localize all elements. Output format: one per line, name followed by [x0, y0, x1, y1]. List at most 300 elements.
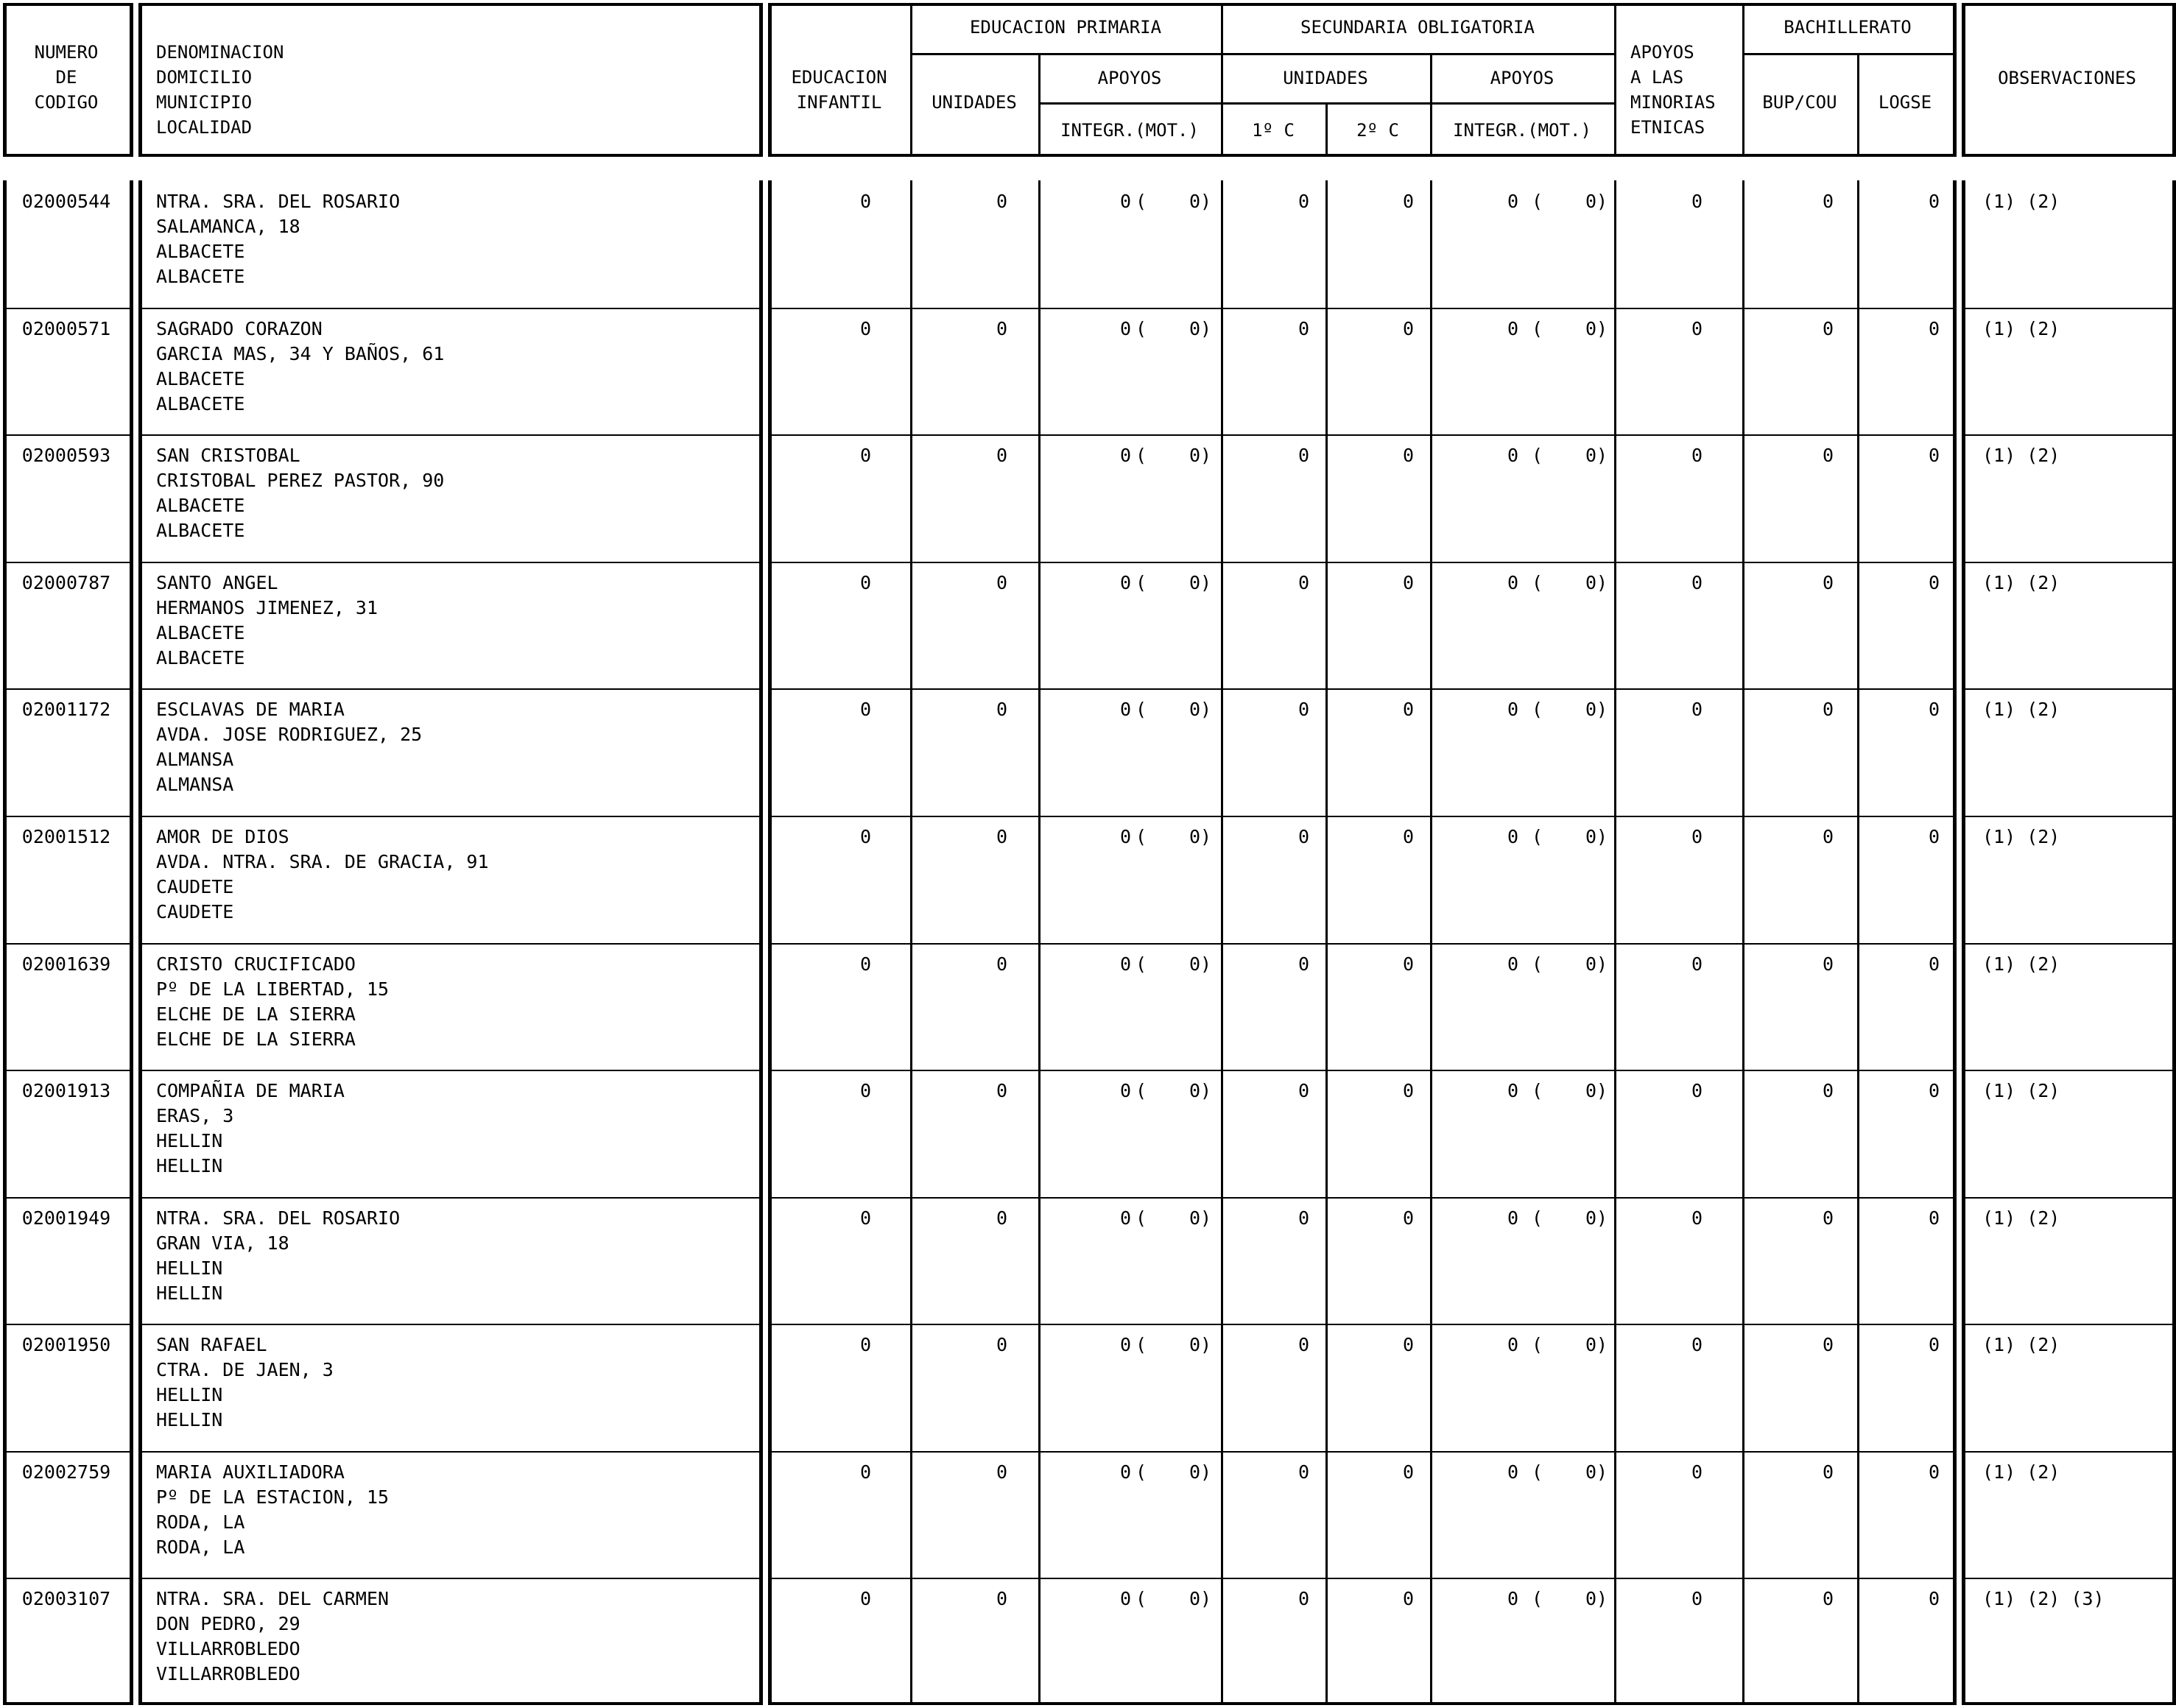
- row-secundaria-integr: 0: [1507, 1334, 1518, 1355]
- row-infantil: 0: [859, 1207, 871, 1229]
- row-rule: [768, 1197, 1957, 1199]
- paren-close: ): [1200, 1080, 1212, 1101]
- row-secundaria-mot: 0: [1585, 445, 1596, 466]
- denom-right-header-border: [759, 3, 763, 157]
- row-secundaria-integr: 0: [1507, 1461, 1518, 1483]
- row-logse: 0: [1928, 699, 1940, 720]
- paren-open: (: [1135, 572, 1147, 593]
- paren-open: (: [1532, 1334, 1543, 1355]
- row-bup-cou: 0: [1822, 1207, 1834, 1229]
- paren-close: ): [1200, 953, 1212, 975]
- row-minorias: 0: [1691, 1461, 1703, 1483]
- row-sec-2c: 0: [1402, 1207, 1414, 1229]
- row-municipio: ALBACETE: [156, 495, 245, 516]
- header-minorias-line: A LAS: [1630, 67, 1684, 88]
- header-bottom-rule: [1962, 154, 2176, 157]
- row-minorias: 0: [1691, 1207, 1703, 1229]
- data-right-header-border: [1953, 3, 1957, 157]
- row-localidad: CAUDETE: [156, 901, 234, 922]
- row-localidad: HELLIN: [156, 1409, 223, 1430]
- row-secundaria-integr: 0: [1507, 826, 1518, 847]
- row-primaria-mot: 0: [1189, 699, 1200, 720]
- header-bachillerato: BACHILLERATO: [1784, 17, 1912, 38]
- row-rule: [138, 943, 763, 945]
- row-rule: [3, 308, 133, 309]
- row-rule: [3, 1451, 133, 1453]
- row-sec-1c: 0: [1297, 826, 1309, 847]
- row-bup-cou: 0: [1822, 1461, 1834, 1483]
- row-sec-1c: 0: [1297, 445, 1309, 466]
- row-code: 02000787: [21, 572, 111, 593]
- row-denominacion: NTRA. SRA. DEL ROSARIO: [156, 1207, 401, 1229]
- row-secundaria-mot: 0: [1585, 572, 1596, 593]
- row-rule: [138, 816, 763, 817]
- row-municipio: HELLIN: [156, 1257, 223, 1279]
- row-primaria-unidades: 0: [996, 572, 1007, 593]
- paren-open: (: [1135, 1207, 1147, 1229]
- header-denominacion-line: DOMICILIO: [156, 67, 253, 88]
- paren-open: (: [1135, 953, 1147, 975]
- row-logse: 0: [1928, 1334, 1940, 1355]
- row-secundaria-mot: 0: [1585, 1461, 1596, 1483]
- row-infantil: 0: [859, 191, 871, 212]
- row-secundaria-integr: 0: [1507, 1207, 1518, 1229]
- row-sec-2c: 0: [1402, 191, 1414, 212]
- row-sec-1c: 0: [1297, 1207, 1309, 1229]
- header-denominacion-line: LOCALIDAD: [156, 117, 253, 138]
- header-bottom-rule: [3, 154, 130, 157]
- header-top-rule: [138, 3, 763, 6]
- row-infantil: 0: [859, 1080, 871, 1101]
- row-primaria-mot: 0: [1189, 445, 1200, 466]
- row-observaciones: (1) (2) (3): [1982, 1588, 2105, 1609]
- row-rule: [3, 1324, 133, 1325]
- header-sec-1c: 1º C: [1252, 120, 1295, 141]
- paren-open: (: [1532, 953, 1543, 975]
- row-code: 02000544: [21, 191, 111, 212]
- header-educacion-infantil: EDUCACION: [791, 67, 887, 88]
- row-secundaria-integr: 0: [1507, 953, 1518, 975]
- row-logse: 0: [1928, 1461, 1940, 1483]
- row-domicilio: HERMANOS JIMENEZ, 31: [156, 597, 378, 618]
- row-rule: [768, 1070, 1957, 1071]
- row-denominacion: SAGRADO CORAZON: [156, 318, 323, 339]
- row-secundaria-mot: 0: [1585, 1588, 1596, 1609]
- row-rule: [138, 1451, 763, 1453]
- header-observaciones: OBSERVACIONES: [1998, 68, 2136, 88]
- row-denominacion: MARIA AUXILIADORA: [156, 1461, 345, 1483]
- row-rule: [1962, 1197, 2176, 1199]
- row-denominacion: ESCLAVAS DE MARIA: [156, 699, 345, 720]
- row-secundaria-integr: 0: [1507, 1080, 1518, 1101]
- row-secundaria-mot: 0: [1585, 699, 1596, 720]
- paren-close: ): [1200, 826, 1212, 847]
- row-rule: [138, 1070, 763, 1071]
- row-sec-2c: 0: [1402, 826, 1414, 847]
- row-rule: [3, 1578, 133, 1579]
- row-secundaria-mot: 0: [1585, 953, 1596, 975]
- row-observaciones: (1) (2): [1982, 445, 2060, 466]
- row-rule: [768, 434, 1957, 436]
- row-minorias: 0: [1691, 953, 1703, 975]
- row-observaciones: (1) (2): [1982, 191, 2060, 212]
- row-rule: [138, 688, 763, 690]
- row-sec-2c: 0: [1402, 1461, 1414, 1483]
- row-infantil: 0: [859, 826, 871, 847]
- paren-close: ): [1596, 1207, 1608, 1229]
- row-rule: [768, 308, 1957, 309]
- row-secundaria-mot: 0: [1585, 1080, 1596, 1101]
- row-rule: [3, 562, 133, 563]
- row-code: 02001639: [21, 953, 111, 975]
- row-domicilio: DON PEDRO, 29: [156, 1613, 300, 1634]
- row-denominacion: NTRA. SRA. DEL ROSARIO: [156, 191, 401, 212]
- paren-close: ): [1596, 572, 1608, 593]
- row-localidad: ALBACETE: [156, 520, 245, 541]
- row-minorias: 0: [1691, 699, 1703, 720]
- paren-close: ): [1200, 1207, 1212, 1229]
- paren-open: (: [1135, 826, 1147, 847]
- bachillerato-group-rule: [1742, 53, 1953, 55]
- primaria-group-rule: [910, 53, 1221, 55]
- row-sec-1c: 0: [1297, 1588, 1309, 1609]
- row-sec-2c: 0: [1402, 572, 1414, 593]
- row-rule: [3, 434, 133, 436]
- row-infantil: 0: [859, 699, 871, 720]
- row-primaria-mot: 0: [1189, 1461, 1200, 1483]
- row-logse: 0: [1928, 953, 1940, 975]
- header-top-rule: [3, 3, 130, 6]
- row-domicilio: AVDA. NTRA. SRA. DE GRACIA, 91: [156, 851, 489, 872]
- paren-open: (: [1532, 1461, 1543, 1483]
- row-secundaria-integr: 0: [1507, 699, 1518, 720]
- row-domicilio: GARCIA MAS, 34 Y BAÑOS, 61: [156, 343, 445, 364]
- row-minorias: 0: [1691, 318, 1703, 339]
- row-observaciones: (1) (2): [1982, 318, 2060, 339]
- paren-close: ): [1200, 1588, 1212, 1609]
- row-municipio: ALBACETE: [156, 241, 245, 262]
- row-domicilio: Pº DE LA ESTACION, 15: [156, 1486, 390, 1508]
- row-observaciones: (1) (2): [1982, 1080, 2060, 1101]
- paren-open: (: [1532, 699, 1543, 720]
- row-code: 02001512: [21, 826, 111, 847]
- row-sec-2c: 0: [1402, 445, 1414, 466]
- row-logse: 0: [1928, 572, 1940, 593]
- row-primaria-unidades: 0: [996, 826, 1007, 847]
- row-rule: [768, 943, 1957, 945]
- row-sec-1c: 0: [1297, 191, 1309, 212]
- row-infantil: 0: [859, 572, 871, 593]
- denom-left-header-border: [138, 3, 142, 157]
- row-rule: [3, 1070, 133, 1071]
- row-minorias: 0: [1691, 826, 1703, 847]
- header-secundaria-integr: INTEGR.(MOT.): [1453, 120, 1591, 141]
- row-rule: [138, 308, 763, 309]
- row-secundaria-integr: 0: [1507, 572, 1518, 593]
- row-secundaria-mot: 0: [1585, 1334, 1596, 1355]
- row-sec-1c: 0: [1297, 953, 1309, 975]
- row-logse: 0: [1928, 826, 1940, 847]
- paren-open: (: [1532, 826, 1543, 847]
- header-bottom-rule: [768, 154, 1957, 157]
- header-top-rule: [768, 3, 1957, 6]
- row-logse: 0: [1928, 1207, 1940, 1229]
- paren-open: (: [1135, 1461, 1147, 1483]
- header-secundaria-obligatoria: SECUNDARIA OBLIGATORIA: [1300, 17, 1535, 38]
- row-rule: [768, 562, 1957, 563]
- row-municipio: ALBACETE: [156, 368, 245, 389]
- row-primaria-integr: 0: [1119, 191, 1131, 212]
- row-primaria-integr: 0: [1119, 1207, 1131, 1229]
- row-primaria-integr: 0: [1119, 953, 1131, 975]
- row-infantil: 0: [859, 1588, 871, 1609]
- row-primaria-mot: 0: [1189, 1334, 1200, 1355]
- row-primaria-unidades: 0: [996, 1588, 1007, 1609]
- paren-close: ): [1596, 1461, 1608, 1483]
- row-code: 02000593: [21, 445, 111, 466]
- row-infantil: 0: [859, 445, 871, 466]
- row-municipio: RODA, LA: [156, 1511, 245, 1533]
- row-logse: 0: [1928, 1588, 1940, 1609]
- secundaria-group-rule: [1221, 53, 1614, 55]
- row-rule: [3, 1197, 133, 1199]
- body-bottom-rule: [768, 1702, 1957, 1705]
- row-domicilio: CRISTOBAL PEREZ PASTOR, 90: [156, 470, 445, 491]
- row-primaria-integr: 0: [1119, 1461, 1131, 1483]
- row-localidad: RODA, LA: [156, 1536, 245, 1558]
- row-sec-1c: 0: [1297, 1461, 1309, 1483]
- header-sec-2c: 2º C: [1356, 120, 1399, 141]
- paren-close: ): [1596, 826, 1608, 847]
- header-infantil: INFANTIL: [796, 92, 882, 113]
- row-municipio: ALMANSA: [156, 749, 234, 770]
- row-logse: 0: [1928, 445, 1940, 466]
- row-rule: [1962, 688, 2176, 690]
- row-observaciones: (1) (2): [1982, 572, 2060, 593]
- row-sec-2c: 0: [1402, 1588, 1414, 1609]
- row-minorias: 0: [1691, 1080, 1703, 1101]
- row-bup-cou: 0: [1822, 191, 1834, 212]
- row-rule: [3, 816, 133, 817]
- row-code: 02000571: [21, 318, 111, 339]
- row-rule: [1962, 1070, 2176, 1071]
- row-municipio: HELLIN: [156, 1384, 223, 1405]
- row-bup-cou: 0: [1822, 1588, 1834, 1609]
- row-secundaria-integr: 0: [1507, 191, 1518, 212]
- row-secundaria-mot: 0: [1585, 318, 1596, 339]
- header-minorias-line: ETNICAS: [1630, 117, 1705, 138]
- row-minorias: 0: [1691, 1334, 1703, 1355]
- row-municipio: VILLARROBLEDO: [156, 1638, 300, 1659]
- row-logse: 0: [1928, 1080, 1940, 1101]
- row-rule: [138, 1197, 763, 1199]
- row-sec-2c: 0: [1402, 1080, 1414, 1101]
- row-rule: [1962, 816, 2176, 817]
- row-rule: [768, 816, 1957, 817]
- header-bup-cou: BUP/COU: [1762, 92, 1837, 113]
- row-sec-1c: 0: [1297, 699, 1309, 720]
- row-municipio: HELLIN: [156, 1130, 223, 1151]
- paren-close: ): [1596, 1334, 1608, 1355]
- row-code: 02001949: [21, 1207, 111, 1229]
- row-rule: [1962, 308, 2176, 309]
- row-sec-1c: 0: [1297, 1334, 1309, 1355]
- row-bup-cou: 0: [1822, 1080, 1834, 1101]
- paren-open: (: [1135, 445, 1147, 466]
- row-primaria-mot: 0: [1189, 1080, 1200, 1101]
- row-bup-cou: 0: [1822, 699, 1834, 720]
- row-secundaria-integr: 0: [1507, 318, 1518, 339]
- row-domicilio: GRAN VIA, 18: [156, 1232, 289, 1254]
- row-infantil: 0: [859, 1334, 871, 1355]
- row-minorias: 0: [1691, 1588, 1703, 1609]
- paren-open: (: [1532, 572, 1543, 593]
- row-localidad: ALBACETE: [156, 393, 245, 414]
- paren-close: ): [1596, 953, 1608, 975]
- row-rule: [138, 562, 763, 563]
- row-primaria-unidades: 0: [996, 1334, 1007, 1355]
- row-denominacion: COMPAÑIA DE MARIA: [156, 1080, 345, 1101]
- paren-close: ): [1200, 191, 1212, 212]
- header-primaria-integr: INTEGR.(MOT.): [1060, 120, 1199, 141]
- row-logse: 0: [1928, 191, 1940, 212]
- row-localidad: ALMANSA: [156, 774, 234, 795]
- row-bup-cou: 0: [1822, 572, 1834, 593]
- body-bottom-rule: [138, 1702, 763, 1705]
- row-rule: [768, 1578, 1957, 1579]
- row-observaciones: (1) (2): [1982, 1461, 2060, 1483]
- row-primaria-unidades: 0: [996, 1207, 1007, 1229]
- paren-open: (: [1532, 1080, 1543, 1101]
- row-localidad: ALBACETE: [156, 266, 245, 287]
- row-localidad: VILLARROBLEDO: [156, 1663, 300, 1684]
- primaria-apoyos-rule: [1038, 102, 1221, 105]
- paren-close: ): [1200, 572, 1212, 593]
- row-primaria-unidades: 0: [996, 191, 1007, 212]
- row-rule: [138, 1324, 763, 1325]
- row-observaciones: (1) (2): [1982, 1207, 2060, 1229]
- row-denominacion: AMOR DE DIOS: [156, 826, 289, 847]
- row-primaria-integr: 0: [1119, 1080, 1131, 1101]
- row-domicilio: ERAS, 3: [156, 1105, 234, 1126]
- header-codigo: CODIGO: [34, 92, 99, 113]
- row-municipio: ELCHE DE LA SIERRA: [156, 1003, 356, 1025]
- row-primaria-unidades: 0: [996, 953, 1007, 975]
- header-denominacion-line: MUNICIPIO: [156, 92, 253, 113]
- header-bottom-rule: [138, 154, 763, 157]
- row-localidad: HELLIN: [156, 1155, 223, 1176]
- row-bup-cou: 0: [1822, 318, 1834, 339]
- row-primaria-mot: 0: [1189, 318, 1200, 339]
- row-denominacion: SANTO ANGEL: [156, 572, 278, 593]
- body-bottom-rule: [1962, 1702, 2176, 1705]
- row-sec-2c: 0: [1402, 953, 1414, 975]
- row-code: 02003107: [21, 1588, 111, 1609]
- paren-close: ): [1596, 699, 1608, 720]
- paren-open: (: [1135, 1334, 1147, 1355]
- row-sec-1c: 0: [1297, 572, 1309, 593]
- row-minorias: 0: [1691, 445, 1703, 466]
- row-primaria-integr: 0: [1119, 572, 1131, 593]
- obs-right-header-border: [2172, 3, 2176, 157]
- row-secundaria-mot: 0: [1585, 826, 1596, 847]
- row-primaria-integr: 0: [1119, 1334, 1131, 1355]
- row-sec-1c: 0: [1297, 1080, 1309, 1101]
- header-numero: NUMERO: [34, 42, 99, 63]
- header-denominacion-line: DENOMINACION: [156, 42, 284, 63]
- row-observaciones: (1) (2): [1982, 699, 2060, 720]
- row-primaria-mot: 0: [1189, 572, 1200, 593]
- row-primaria-unidades: 0: [996, 699, 1007, 720]
- paren-open: (: [1532, 1588, 1543, 1609]
- header-minorias-line: APOYOS: [1630, 42, 1694, 63]
- header-top-rule: [1962, 3, 2176, 6]
- row-code: 02002759: [21, 1461, 111, 1483]
- row-rule: [138, 434, 763, 436]
- paren-close: ): [1596, 191, 1608, 212]
- row-rule: [768, 1324, 1957, 1325]
- header-secundaria-apoyos: APOYOS: [1490, 68, 1554, 88]
- row-primaria-integr: 0: [1119, 699, 1131, 720]
- paren-close: ): [1596, 445, 1608, 466]
- row-primaria-mot: 0: [1189, 826, 1200, 847]
- row-localidad: HELLIN: [156, 1282, 223, 1304]
- row-sec-2c: 0: [1402, 318, 1414, 339]
- header-column-rule: [1614, 3, 1616, 157]
- row-municipio: ALBACETE: [156, 622, 245, 643]
- body-bottom-rule: [3, 1702, 130, 1705]
- header-minorias-line: MINORIAS: [1630, 92, 1716, 113]
- row-localidad: ELCHE DE LA SIERRA: [156, 1028, 356, 1050]
- secundaria-sub-rule: [1221, 102, 1614, 105]
- row-primaria-integr: 0: [1119, 1588, 1131, 1609]
- row-rule: [3, 943, 133, 945]
- row-rule: [1962, 943, 2176, 945]
- row-rule: [1962, 562, 2176, 563]
- paren-open: (: [1532, 191, 1543, 212]
- row-infantil: 0: [859, 318, 871, 339]
- code-right-header-border: [130, 3, 133, 157]
- header-primaria-unidades: UNIDADES: [932, 92, 1017, 113]
- row-denominacion: SAN RAFAEL: [156, 1334, 267, 1355]
- paren-close: ): [1200, 445, 1212, 466]
- row-bup-cou: 0: [1822, 953, 1834, 975]
- row-code: 02001172: [21, 699, 111, 720]
- row-rule: [138, 1578, 763, 1579]
- header-educacion-primaria: EDUCACION PRIMARIA: [969, 17, 1162, 38]
- row-primaria-integr: 0: [1119, 826, 1131, 847]
- row-secundaria-integr: 0: [1507, 1588, 1518, 1609]
- row-primaria-unidades: 0: [996, 445, 1007, 466]
- paren-close: ): [1596, 1588, 1608, 1609]
- row-bup-cou: 0: [1822, 445, 1834, 466]
- row-minorias: 0: [1691, 572, 1703, 593]
- row-secundaria-integr: 0: [1507, 445, 1518, 466]
- row-primaria-mot: 0: [1189, 1588, 1200, 1609]
- row-rule: [1962, 1324, 2176, 1325]
- row-secundaria-mot: 0: [1585, 191, 1596, 212]
- row-code: 02001950: [21, 1334, 111, 1355]
- row-rule: [1962, 1578, 2176, 1579]
- row-sec-1c: 0: [1297, 318, 1309, 339]
- row-sec-2c: 0: [1402, 699, 1414, 720]
- row-rule: [768, 688, 1957, 690]
- row-denominacion: NTRA. SRA. DEL CARMEN: [156, 1588, 390, 1609]
- row-municipio: CAUDETE: [156, 876, 234, 897]
- header-de: DE: [55, 67, 77, 88]
- row-secundaria-mot: 0: [1585, 1207, 1596, 1229]
- row-primaria-unidades: 0: [996, 1080, 1007, 1101]
